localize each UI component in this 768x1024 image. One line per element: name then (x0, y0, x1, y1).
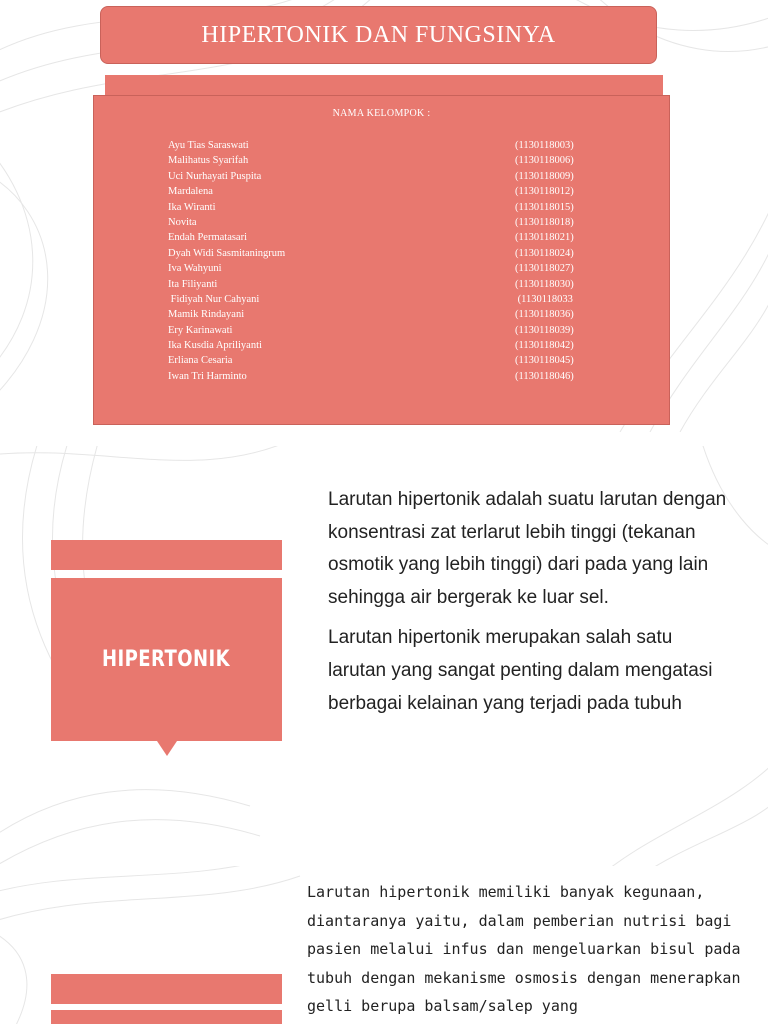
member-name: Ika Kusdia Apriliyanti (168, 340, 262, 352)
member-nim: (1130118042) (515, 340, 574, 352)
member-row (168, 200, 608, 215)
member-row (168, 261, 608, 276)
member-name: Erliana Cesaria (168, 355, 233, 367)
slide-group-members (0, 0, 768, 432)
member-name: Iva Wahyuni (168, 263, 222, 275)
member-row (168, 338, 608, 353)
member-name: Ayu Tias Saraswati (168, 140, 249, 151)
definition-text (328, 484, 728, 728)
definition-paragraph: Larutan hipertonik merupakan salah satu larutan yang sangat penting dalam mengatasi berbagai kelainan yang terjadi pada tubuh (328, 627, 713, 714)
group-members-box (93, 95, 670, 425)
member-nim: (1130118003) (515, 140, 574, 151)
member-name: Ika Wiranti (168, 201, 216, 213)
definition-paragraph: Larutan hipertonik adalah suatu larutan dengan konsentrasi zat terlarut lebih tinggi (tekanan osmotik yang lebih tinggi) dari pada yang lain sehingga air bergerak ke luar sel. (328, 489, 727, 608)
uses-text: Larutan hipertonik memiliki banyak kegunaan, diantaranya yaitu, dalam pemberian nutrisi bagi pasien melalui infus dan mengeluarkan bisul pada tubuh dengan mekanisme osmosis dengan menerapkan gelli berupa balsam/salep yang (307, 883, 741, 1015)
label-top-strip (51, 974, 282, 1004)
member-row (168, 138, 608, 153)
member-name: Uci Nurhayati Puspita (168, 170, 262, 182)
member-row (168, 307, 608, 322)
member-row (168, 184, 608, 199)
member-nim: (1130118021) (515, 232, 574, 244)
member-name: Endah Permatasari (168, 232, 248, 244)
member-name: Dyah Widi Sasmitaningrum (168, 247, 286, 259)
member-name: Fidiyah Nur Cahyani (168, 293, 260, 305)
member-nim: (1130118024) (515, 247, 574, 259)
slide-definition (0, 446, 768, 866)
slide-title-banner (100, 6, 657, 64)
member-name: Mardalena (168, 186, 213, 198)
member-row (168, 369, 608, 384)
slide-uses (0, 866, 768, 1024)
member-nim: (1130118045) (515, 355, 574, 367)
section-label-box (51, 578, 282, 741)
member-name: Iwan Tri Harminto (168, 370, 247, 382)
member-row (168, 323, 608, 338)
member-nim: (1130118006) (515, 155, 574, 167)
member-name: Malihatus Syarifah (168, 155, 249, 167)
label-pointer-triangle (157, 741, 177, 756)
member-name: Ita Filiyanti (168, 278, 218, 290)
member-name: Mamik Rindayani (168, 309, 245, 321)
label-top-strip (51, 540, 282, 570)
member-row (168, 230, 608, 245)
section-label-box (51, 1010, 282, 1024)
member-nim: (1130118033 (515, 293, 573, 305)
member-nim: (1130118027) (515, 263, 574, 275)
member-nim: (1130118018) (515, 216, 574, 228)
member-nim: (1130118036) (515, 309, 574, 321)
title-underline-strip (105, 75, 663, 95)
member-nim: (1130118009) (515, 170, 574, 182)
member-nim: (1130118046) (515, 370, 574, 382)
member-row (168, 169, 608, 184)
member-nim: (1130118039) (515, 324, 574, 336)
member-row (168, 246, 608, 261)
member-name: Novita (168, 216, 197, 228)
member-row (168, 292, 608, 307)
section-label: HIPERTONIK (102, 647, 231, 672)
slide-title: HIPERTONIK DAN FUNGSINYA (201, 21, 556, 48)
member-row (168, 277, 608, 292)
member-nim: (1130118015) (515, 201, 574, 213)
member-row (168, 153, 608, 168)
member-row (168, 215, 608, 230)
members-heading: NAMA KELOMPOK : (332, 108, 431, 119)
members-list (168, 138, 608, 384)
member-nim: (1130118012) (515, 186, 574, 198)
member-row (168, 353, 608, 368)
member-nim: (1130118030) (515, 278, 574, 290)
member-name: Ery Karinawati (168, 324, 233, 336)
